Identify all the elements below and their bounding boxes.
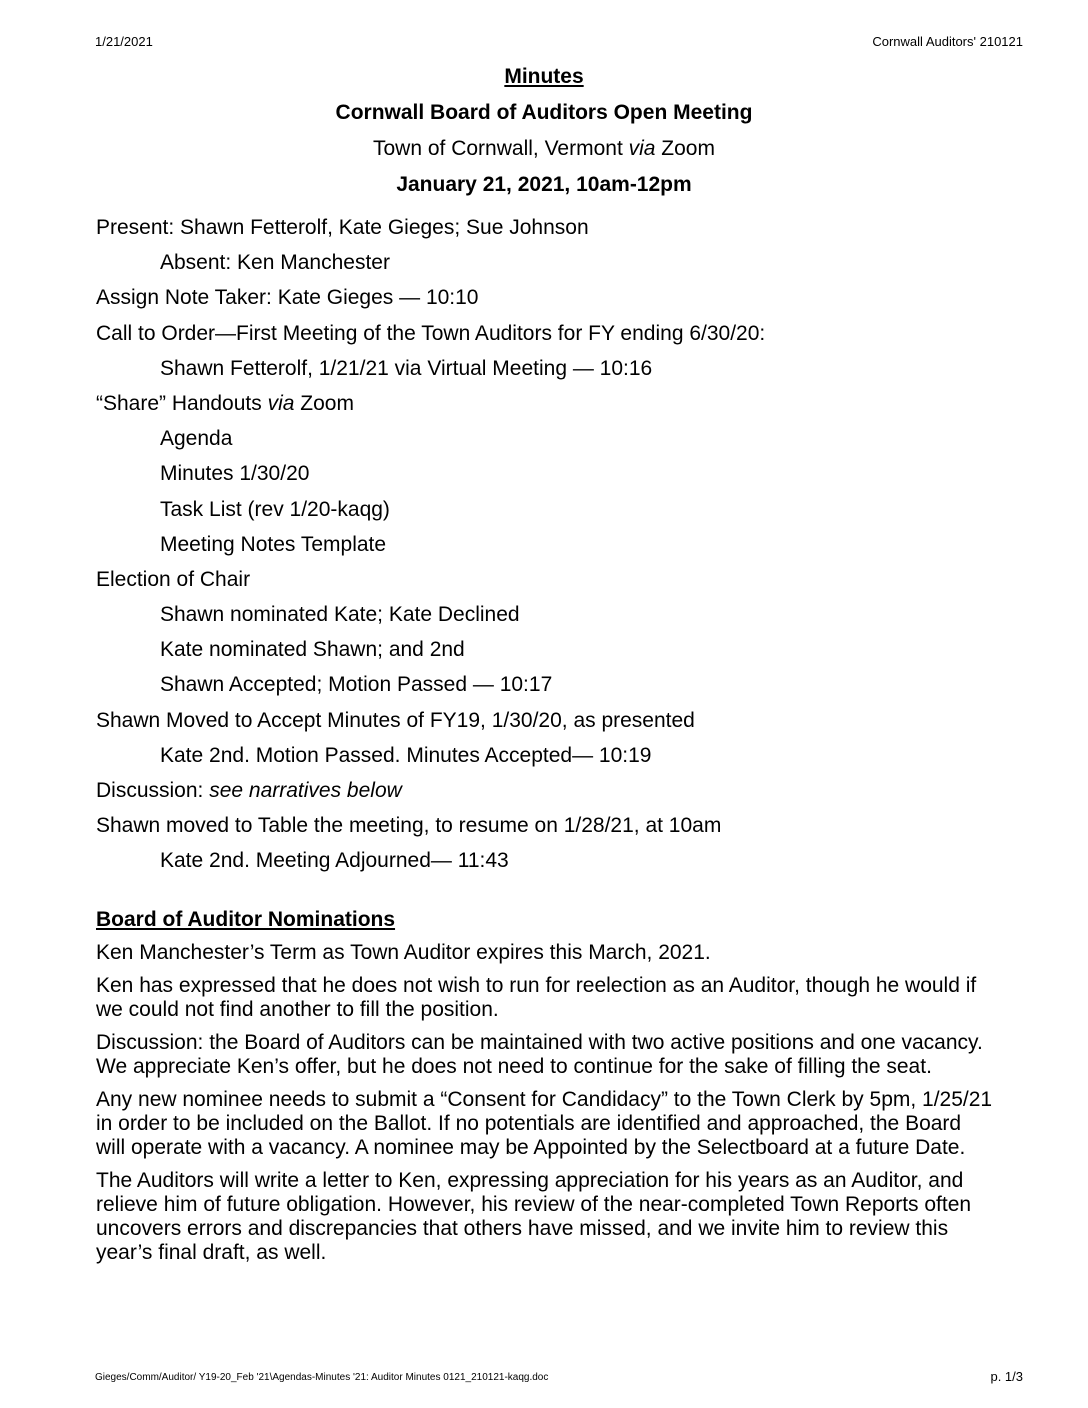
footer-file-path: Gieges/Comm/Auditor/ Y19-20_Feb '21\Agendas-Minutes '21: Auditor Minutes 0121_210121-kaqg.doc <box>95 1372 549 1383</box>
header-date: 1/21/2021 <box>95 34 153 49</box>
location-prefix: Town of Cornwall, Vermont <box>373 137 629 160</box>
paragraph: Discussion: the Board of Auditors can be maintained with two active positions and one vacancy. We appreciate Ken’s offer, but he does not need to continue for the sake of filling the seat. <box>96 1031 983 1078</box>
paragraph: The Auditors will write a letter to Ken, expressing appreciation for his years as an Auditor, and relieve him of future obligation. However, his review of the near-completed Town Reports often uncovers errors and discrepancies that others have missed, and we invite him to review this year’s final draft, as well. <box>96 1169 972 1264</box>
minutes-motion-line: Shawn Moved to Accept Minutes of FY19, 1/30/20, as presented <box>96 708 695 732</box>
header-doc-id: Cornwall Auditors' 210121 <box>872 34 1023 49</box>
meeting-date: January 21, 2021, 10am-12pm <box>396 173 692 196</box>
election-item: Shawn nominated Kate; Kate Declined <box>160 603 520 627</box>
call-to-order-detail: Shawn Fetterolf, 1/21/21 via Virtual Meeting — 10:16 <box>160 356 653 380</box>
location-suffix: Zoom <box>655 137 715 160</box>
table-motion-line: Shawn moved to Table the meeting, to resume on 1/28/21, at 10am <box>96 814 722 838</box>
paragraph: Ken Manchester’s Term as Town Auditor expires this March, 2021. <box>96 941 711 964</box>
share-suffix: Zoom <box>294 391 354 415</box>
document-title: Minutes <box>504 65 584 88</box>
share-via: via <box>267 391 295 415</box>
footer-page-number: p. 1/3 <box>990 1369 1023 1384</box>
election-item: Shawn Accepted; Motion Passed — 10:17 <box>160 673 553 697</box>
handout-item: Agenda <box>160 427 233 451</box>
present-line: Present: Shawn Fetterolf, Kate Gieges; Sue Johnson <box>96 216 589 239</box>
handout-item: Task List (rev 1/20-kaqg) <box>160 497 390 521</box>
location-via: via <box>628 137 656 160</box>
meeting-location <box>0 134 1088 170</box>
handout-item: Meeting Notes Template <box>160 532 387 556</box>
absent-line: Absent: Ken Manchester <box>160 251 390 275</box>
election-line: Election of Chair <box>96 567 251 591</box>
paragraph: Any new nominee needs to submit a “Consent for Candidacy” to the Town Clerk by 5pm, 1/25/21 in order to be included on the Ballot. If no potentials are identified and approached, the Board will operate with a vacancy. A nominee may be Appointed by the Selectboard at a future Date. <box>96 1088 993 1159</box>
discussion-line <box>96 775 1036 810</box>
discussion-note: see narratives below <box>209 779 402 802</box>
nominations-section <box>96 905 996 1274</box>
election-item: Kate nominated Shawn; and 2nd <box>160 638 465 662</box>
discussion-label: Discussion: <box>96 779 210 802</box>
section-title: Board of Auditor Nominations <box>96 908 396 931</box>
meeting-name: Cornwall Board of Auditors Open Meeting <box>335 101 753 124</box>
table-result-line: Kate 2nd. Meeting Adjourned— 11:43 <box>160 849 509 873</box>
share-handouts-line <box>96 388 1036 423</box>
call-to-order-line: Call to Order—First Meeting of the Town Auditors for FY ending 6/30/20: <box>96 321 766 345</box>
note-taker-line: Assign Note Taker: Kate Gieges — 10:10 <box>96 286 479 310</box>
handout-item: Minutes 1/30/20 <box>160 462 310 486</box>
agenda-list <box>96 212 1036 881</box>
share-prefix: “Share” Handouts <box>96 391 268 415</box>
paragraph: Ken has expressed that he does not wish to run for reelection as an Auditor, though he would if we could not find another to fill the position. <box>96 974 977 1021</box>
title-block <box>0 62 1088 206</box>
minutes-result-line: Kate 2nd. Motion Passed. Minutes Accepted— 10:19 <box>160 743 652 767</box>
